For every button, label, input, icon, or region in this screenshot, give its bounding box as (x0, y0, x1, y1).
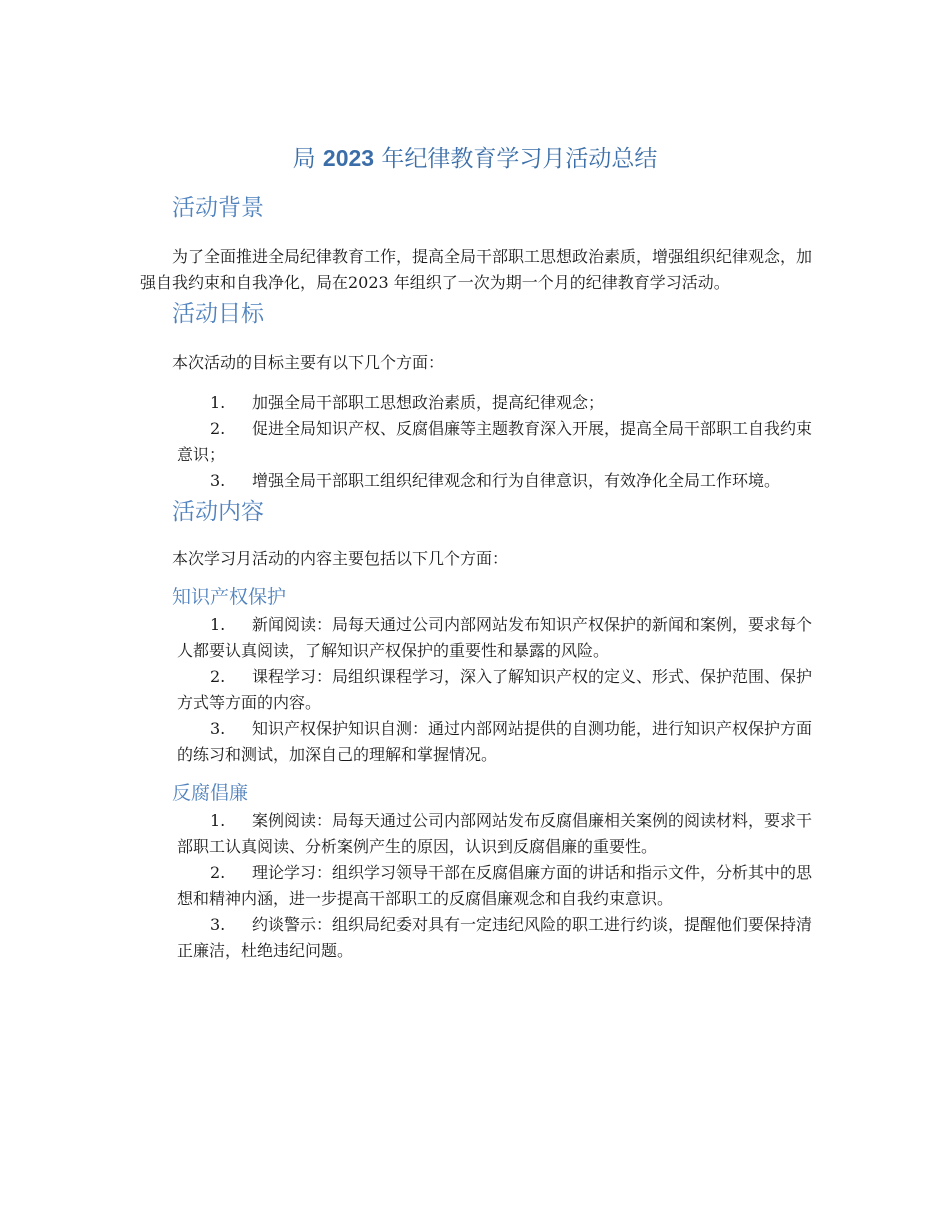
content-intro: 本次学习月活动的内容主要包括以下几个方面： (172, 549, 509, 568)
list-text: 促进全局知识产权、反腐倡廉等主题教育深入开展，提高全局干部职工自我约束意识； (177, 419, 813, 464)
background-paragraph: 为了全面推进全局纪律教育工作，提高全局干部职工思想政治素质，增强组织纪律观念，加强自我约束和自我净化，局在2023 年组织了一次为期一个月的纪律教育学习活动。 (140, 247, 813, 292)
subsection-heading-anticorruption: 反腐倡廉 (172, 782, 249, 804)
list-item (177, 808, 815, 860)
list-item (177, 416, 815, 468)
list-item (177, 612, 815, 664)
list-number: 1. (210, 393, 226, 412)
list-text: 案例阅读：局每天通过公司内部网站发布反腐倡廉相关案例的阅读材料，要求干部职工认真阅读、分析案例产生的原因，认识到反腐倡廉的重要性。 (177, 811, 813, 856)
list-text: 理论学习：组织学习领导干部在反腐倡廉方面的讲话和指示文件，分析其中的思想和精神内涵，进一步提高干部职工的反腐倡廉观念和自我约束意识。 (177, 863, 813, 908)
document-title (0, 140, 950, 177)
list-number: 2. (210, 863, 226, 882)
ip-list (140, 612, 815, 768)
list-item (177, 468, 815, 494)
list-item (177, 912, 815, 964)
section-heading-content: 活动内容 (172, 499, 264, 525)
goals-intro: 本次活动的目标主要有以下几个方面： (172, 353, 445, 372)
list-item (177, 390, 815, 416)
document-body (140, 190, 815, 964)
section-heading-background: 活动背景 (172, 195, 264, 221)
list-number: 1. (210, 615, 226, 634)
list-number: 3. (210, 719, 226, 738)
title-suffix: 年纪律教育学习月活动总结 (374, 146, 658, 172)
anticorruption-list (140, 808, 815, 964)
section-heading-goals: 活动目标 (172, 301, 264, 327)
list-text: 约谈警示：组织局纪委对具有一定违纪风险的职工进行约谈，提醒他们要保持清正廉洁，杜绝违纪问题。 (177, 915, 813, 960)
subsection-heading-ip: 知识产权保护 (172, 586, 287, 608)
list-number: 3. (210, 471, 226, 490)
title-year: 2023 (322, 145, 375, 171)
list-text: 加强全局干部职工思想政治素质，提高纪律观念； (252, 393, 605, 412)
goals-list (140, 390, 815, 494)
list-number: 1. (210, 811, 226, 830)
list-number: 2. (210, 667, 226, 686)
list-text: 增强全局干部职工组织纪律观念和行为自律意识，有效净化全局工作环境。 (252, 471, 781, 490)
list-number: 3. (210, 915, 226, 934)
list-text: 新闻阅读：局每天通过公司内部网站发布知识产权保护的新闻和案例，要求每个人都要认真阅读，了解知识产权保护的重要性和暴露的风险。 (177, 615, 813, 660)
list-number: 2. (210, 419, 226, 438)
list-item (177, 664, 815, 716)
list-text: 课程学习：局组织课程学习，深入了解知识产权的定义、形式、保护范围、保护方式等方面的内容。 (177, 667, 813, 712)
title-prefix: 局 (292, 146, 323, 172)
list-text: 知识产权保护知识自测：通过内部网站提供的自测功能，进行知识产权保护方面的练习和测试，加深自己的理解和掌握情况。 (177, 719, 813, 764)
list-item (177, 716, 815, 768)
list-item (177, 860, 815, 912)
